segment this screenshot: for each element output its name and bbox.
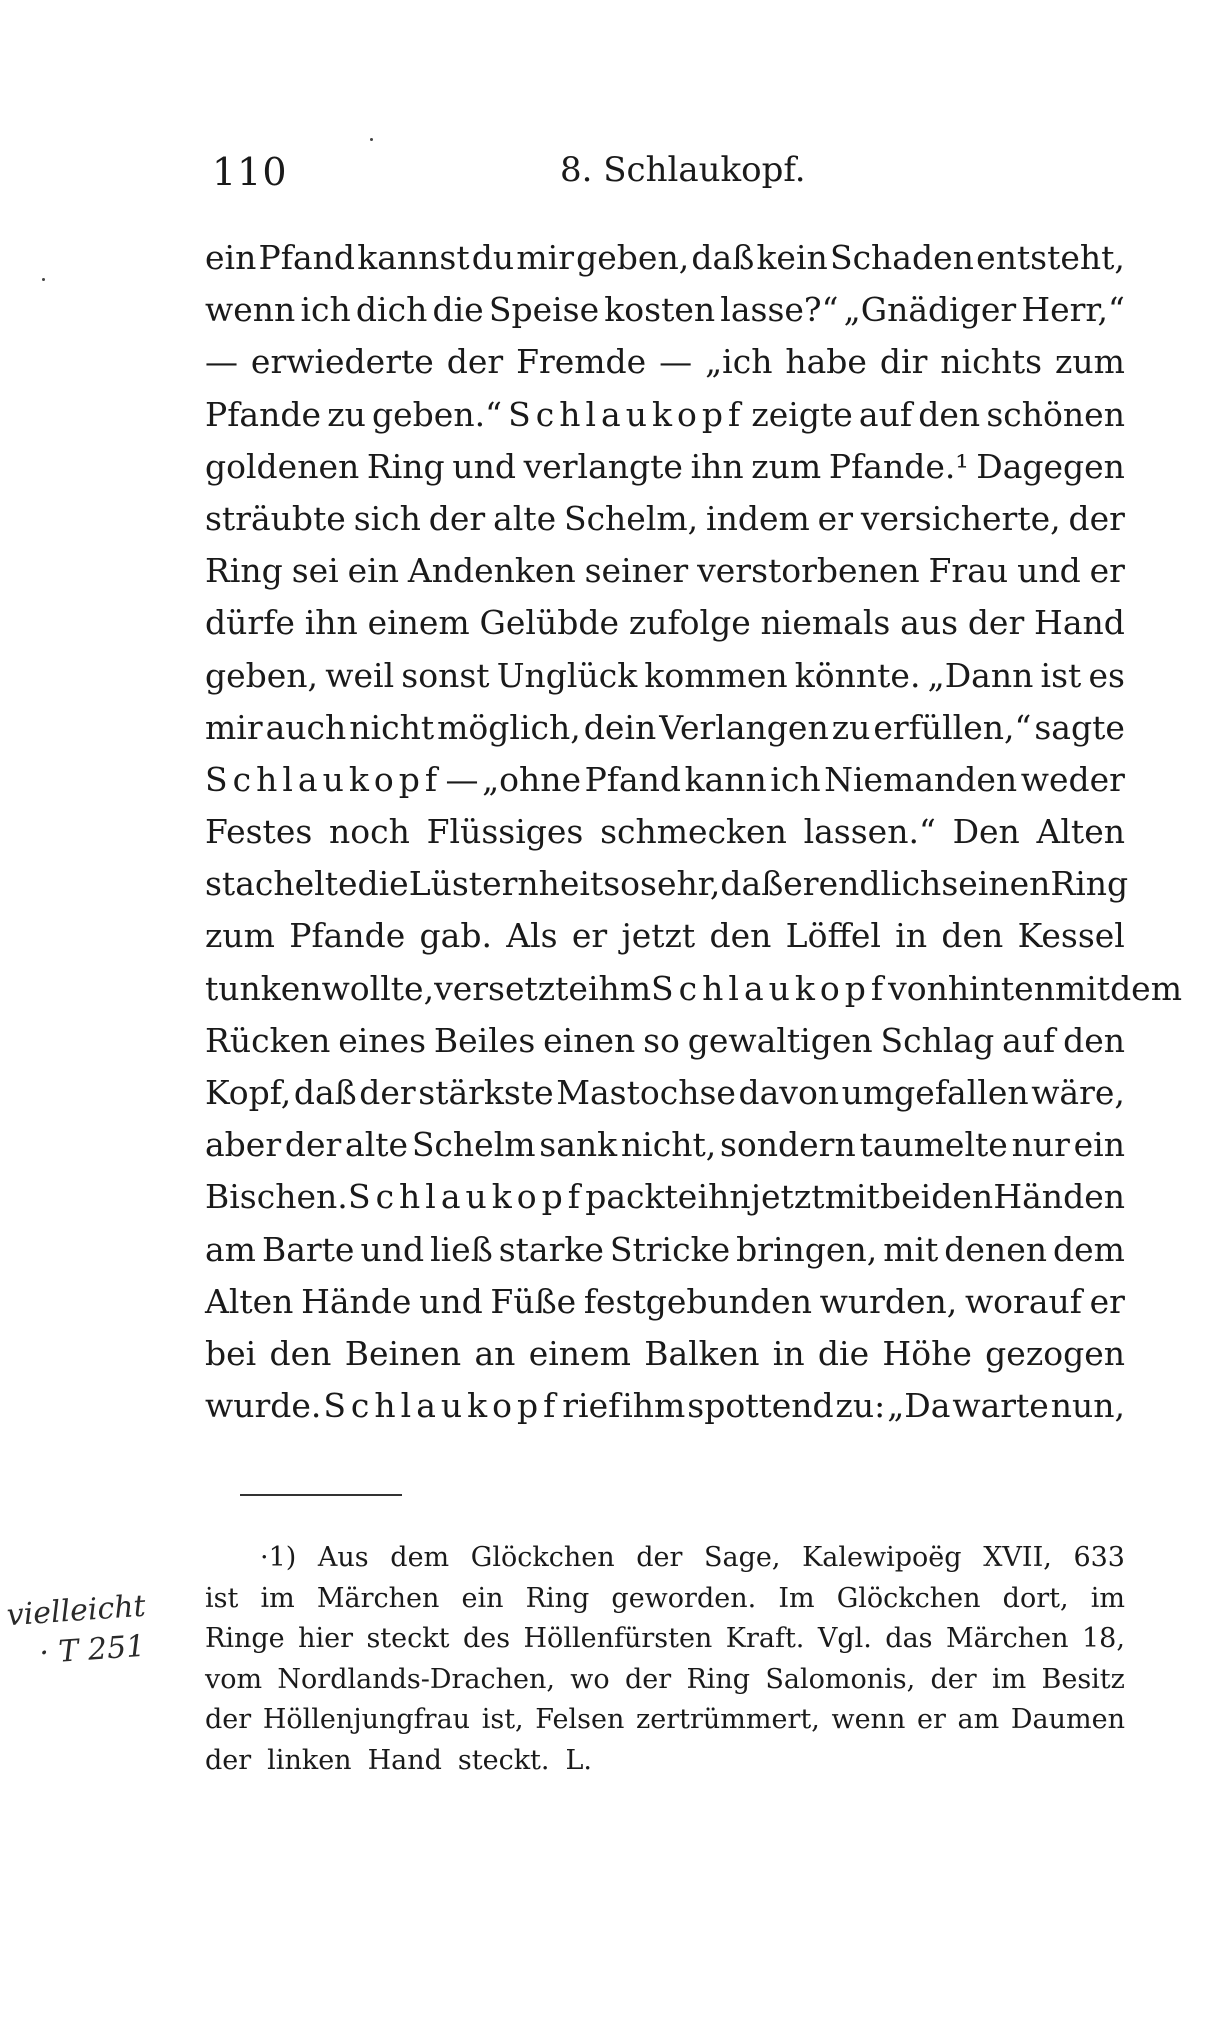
handwritten-margin-note [5,1584,190,1676]
footnotes [205,1538,1125,1781]
text-line: Kopf, daß der stärkste Mastochse davon umgefallen wäre, [205,1073,1125,1112]
page-number: 110 [212,150,288,194]
text-line: Alten Hände und Füße festgebunden wurden, worauf er [205,1281,1125,1321]
footnote-line: der linken Hand steckt. L. [205,1744,593,1776]
text-line: Ring sei ein Andenken seiner verstorbenen Frau und er [205,551,1125,591]
margin-note-line: · T 251 [38,1628,147,1672]
text-line: zum Pfande gab. Als er jetzt den Löffel in den Kessel [205,916,1125,956]
text-line: Pfande zu geben.“ Schlaukopf zeigte auf den schönen [205,394,1125,434]
running-head: 8. Schlaukopf. [560,150,806,190]
text-line: goldenen Ring und verlangte ihn zum Pfande.¹ Dagegen [205,446,1125,486]
footnote-line: ·1) Aus dem Glöckchen der Sage, Kalewipoëg XVII, 633 [260,1542,1125,1573]
footnote-line: der Höllenjungfrau ist, Felsen zertrümmert, wenn er am Daumen [205,1704,1125,1735]
margin-note-line: vielleicht [5,1588,147,1634]
text-line: dürfe ihn einem Gelübde zufolge niemals aus der Hand [205,603,1125,643]
text-line: am Barte und ließ starke Stricke bringen, mit denen dem [205,1229,1125,1269]
text-line: geben, weil sonst Unglück kommen könnte. „Dann ist es [205,655,1125,695]
text-line: wurde. Schlaukopf rief ihm spottend zu: „Da warte nun, [205,1386,1125,1426]
text-line: bei den Beinen an einem Balken in die Höhe gezogen [205,1333,1125,1373]
text-line: wenn ich dich die Speise kosten lasse?“ „Gnädiger Herr,“ [205,290,1125,330]
footnote-line: ist im Märchen ein Ring geworden. Im Glöckchen dort, im [205,1582,1125,1614]
text-line: mir auch nicht möglich, dein Verlangen zu erfüllen,“ sagte [205,707,1125,747]
footnote-line: Ringe hier steckt des Höllenfürsten Kraft. Vgl. das Märchen 18, [205,1623,1125,1654]
ink-speck [370,138,373,141]
text-line: tunken wollte, versetzte ihm Schlaukopf von hinten mit dem [205,968,1183,1008]
ink-speck [42,278,45,281]
text-line: sträubte sich der alte Schelm, indem er versicherte, der [205,498,1125,538]
text-line: stachelte die Lüsternheit so sehr, daß er endlich seinen Ring [205,864,1129,904]
text-line: aber der alte Schelm sank nicht, sondern taumelte nur ein [205,1125,1125,1165]
text-line: Rücken eines Beiles einen so gewaltigen Schlag auf den [205,1020,1125,1060]
text-line: Festes noch Flüssiges schmecken lassen.“ Den Alten [205,812,1125,852]
text-line: ein Pfand kannst du mir geben, daß kein Schaden entsteht, [205,238,1125,277]
footnote-rule [240,1494,402,1496]
body-text [205,232,1183,1432]
text-line: Schlaukopf — „ohne Pfand kann ich Niemanden weder [205,759,1125,799]
text-line: — erwiederte der Fremde — „ich habe dir nichts zum [205,342,1125,382]
footnote-line: vom Nordlands-Drachen, wo der Ring Salomonis, der im Besitz [205,1663,1125,1695]
text-line: Bischen. Schlaukopf packte ihn jetzt mit beiden Händen [205,1177,1125,1217]
